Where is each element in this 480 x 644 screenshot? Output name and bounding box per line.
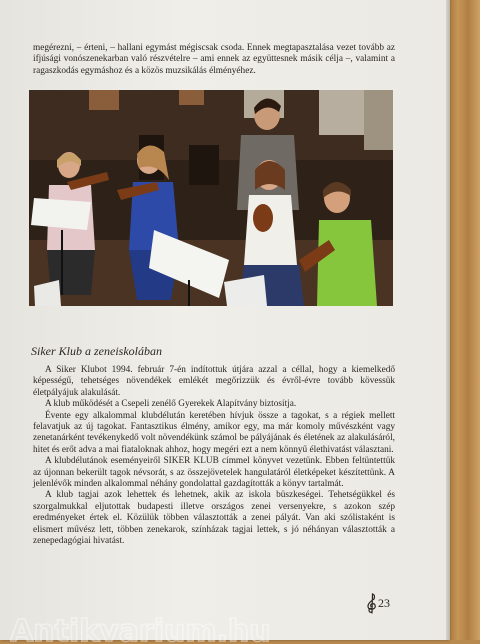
treble-clef-icon [366, 592, 378, 614]
section-title: Siker Klub a zeneiskolában [31, 344, 162, 358]
section-paragraph: A Siker Klubot 1994. február 7-én indítottuk útjára azzal a céllal, hogy a kiemelkedő képességű, tehetséges növendékek emlékét megőrizzük és évről-évre tovább kövessük életpályájuk alakulását. [33, 365, 395, 398]
page-edge [446, 0, 450, 640]
watermark-text: Antikvarium.hu [10, 614, 271, 644]
intro-text [33, 43, 395, 77]
antikvarium-watermark [10, 612, 440, 644]
page-number: 23 [378, 595, 390, 610]
section-paragraph: A klub tagjai azok lehettek és lehetnek, akik az iskola büszkeségei. Tehetségükkel és szorgalmukkal eljutottak budapesti illetve országos zenei versenyekre, s azokon szép eredményeket értek el. Közülük többen választották a zenei pályát. Van aki szólistaként is elismert művész lett, többen zenekarok, színházak tagjai lettek, s jó néhányan választották a zenepedagógiai hivatást. [33, 490, 395, 547]
section-paragraph: A klub működését a Csepeli zenélő Gyerekek Alapítvány biztosítja. [45, 399, 297, 410]
rehearsal-photo-illustration [29, 90, 393, 306]
intro-paragraph: megérezni, – érteni, – hallani egymást mégiscsak csoda. Ennek megtapasztalása vezet tovább az ifjúsági vonószenekarban való részvételre – ami ennek az együttesnek másik célja –, valamint a ragaszkodás egymáshoz és a közös muzsikálás élményéhez. [33, 43, 395, 76]
section-paragraph: A klubdélutánok eseményeiről SIKER KLUB címmel könyvet vezetünk. Ebben feltüntettük az újonnan bekerült tagok névsorát, s az összejövetelek hangulatáról életképeket készítettünk. A jelenlévők minden alkalommal néhány gondolattal gazdagították a könyv tartalmát. [33, 456, 395, 490]
page-footer [366, 592, 390, 614]
section-body [33, 365, 395, 548]
wooden-background [446, 0, 480, 640]
section-paragraph: Évente egy alkalommal klubdélután keretében hívjuk össze a tagokat, s a régiek mellett felavatjuk az új tagokat. Fantasztikus élmény, amikor egy, ma már komoly művészként vagy zenetanárként tevékenykedő volt növendékünk számol be pályájának és életének az alakulásáról, hitet és erőt adva a mai fiataloknak ahhoz, hogy megéri ezt a nem könnyű élethivatást választani. [33, 410, 395, 455]
rehearsal-photo [29, 90, 393, 306]
